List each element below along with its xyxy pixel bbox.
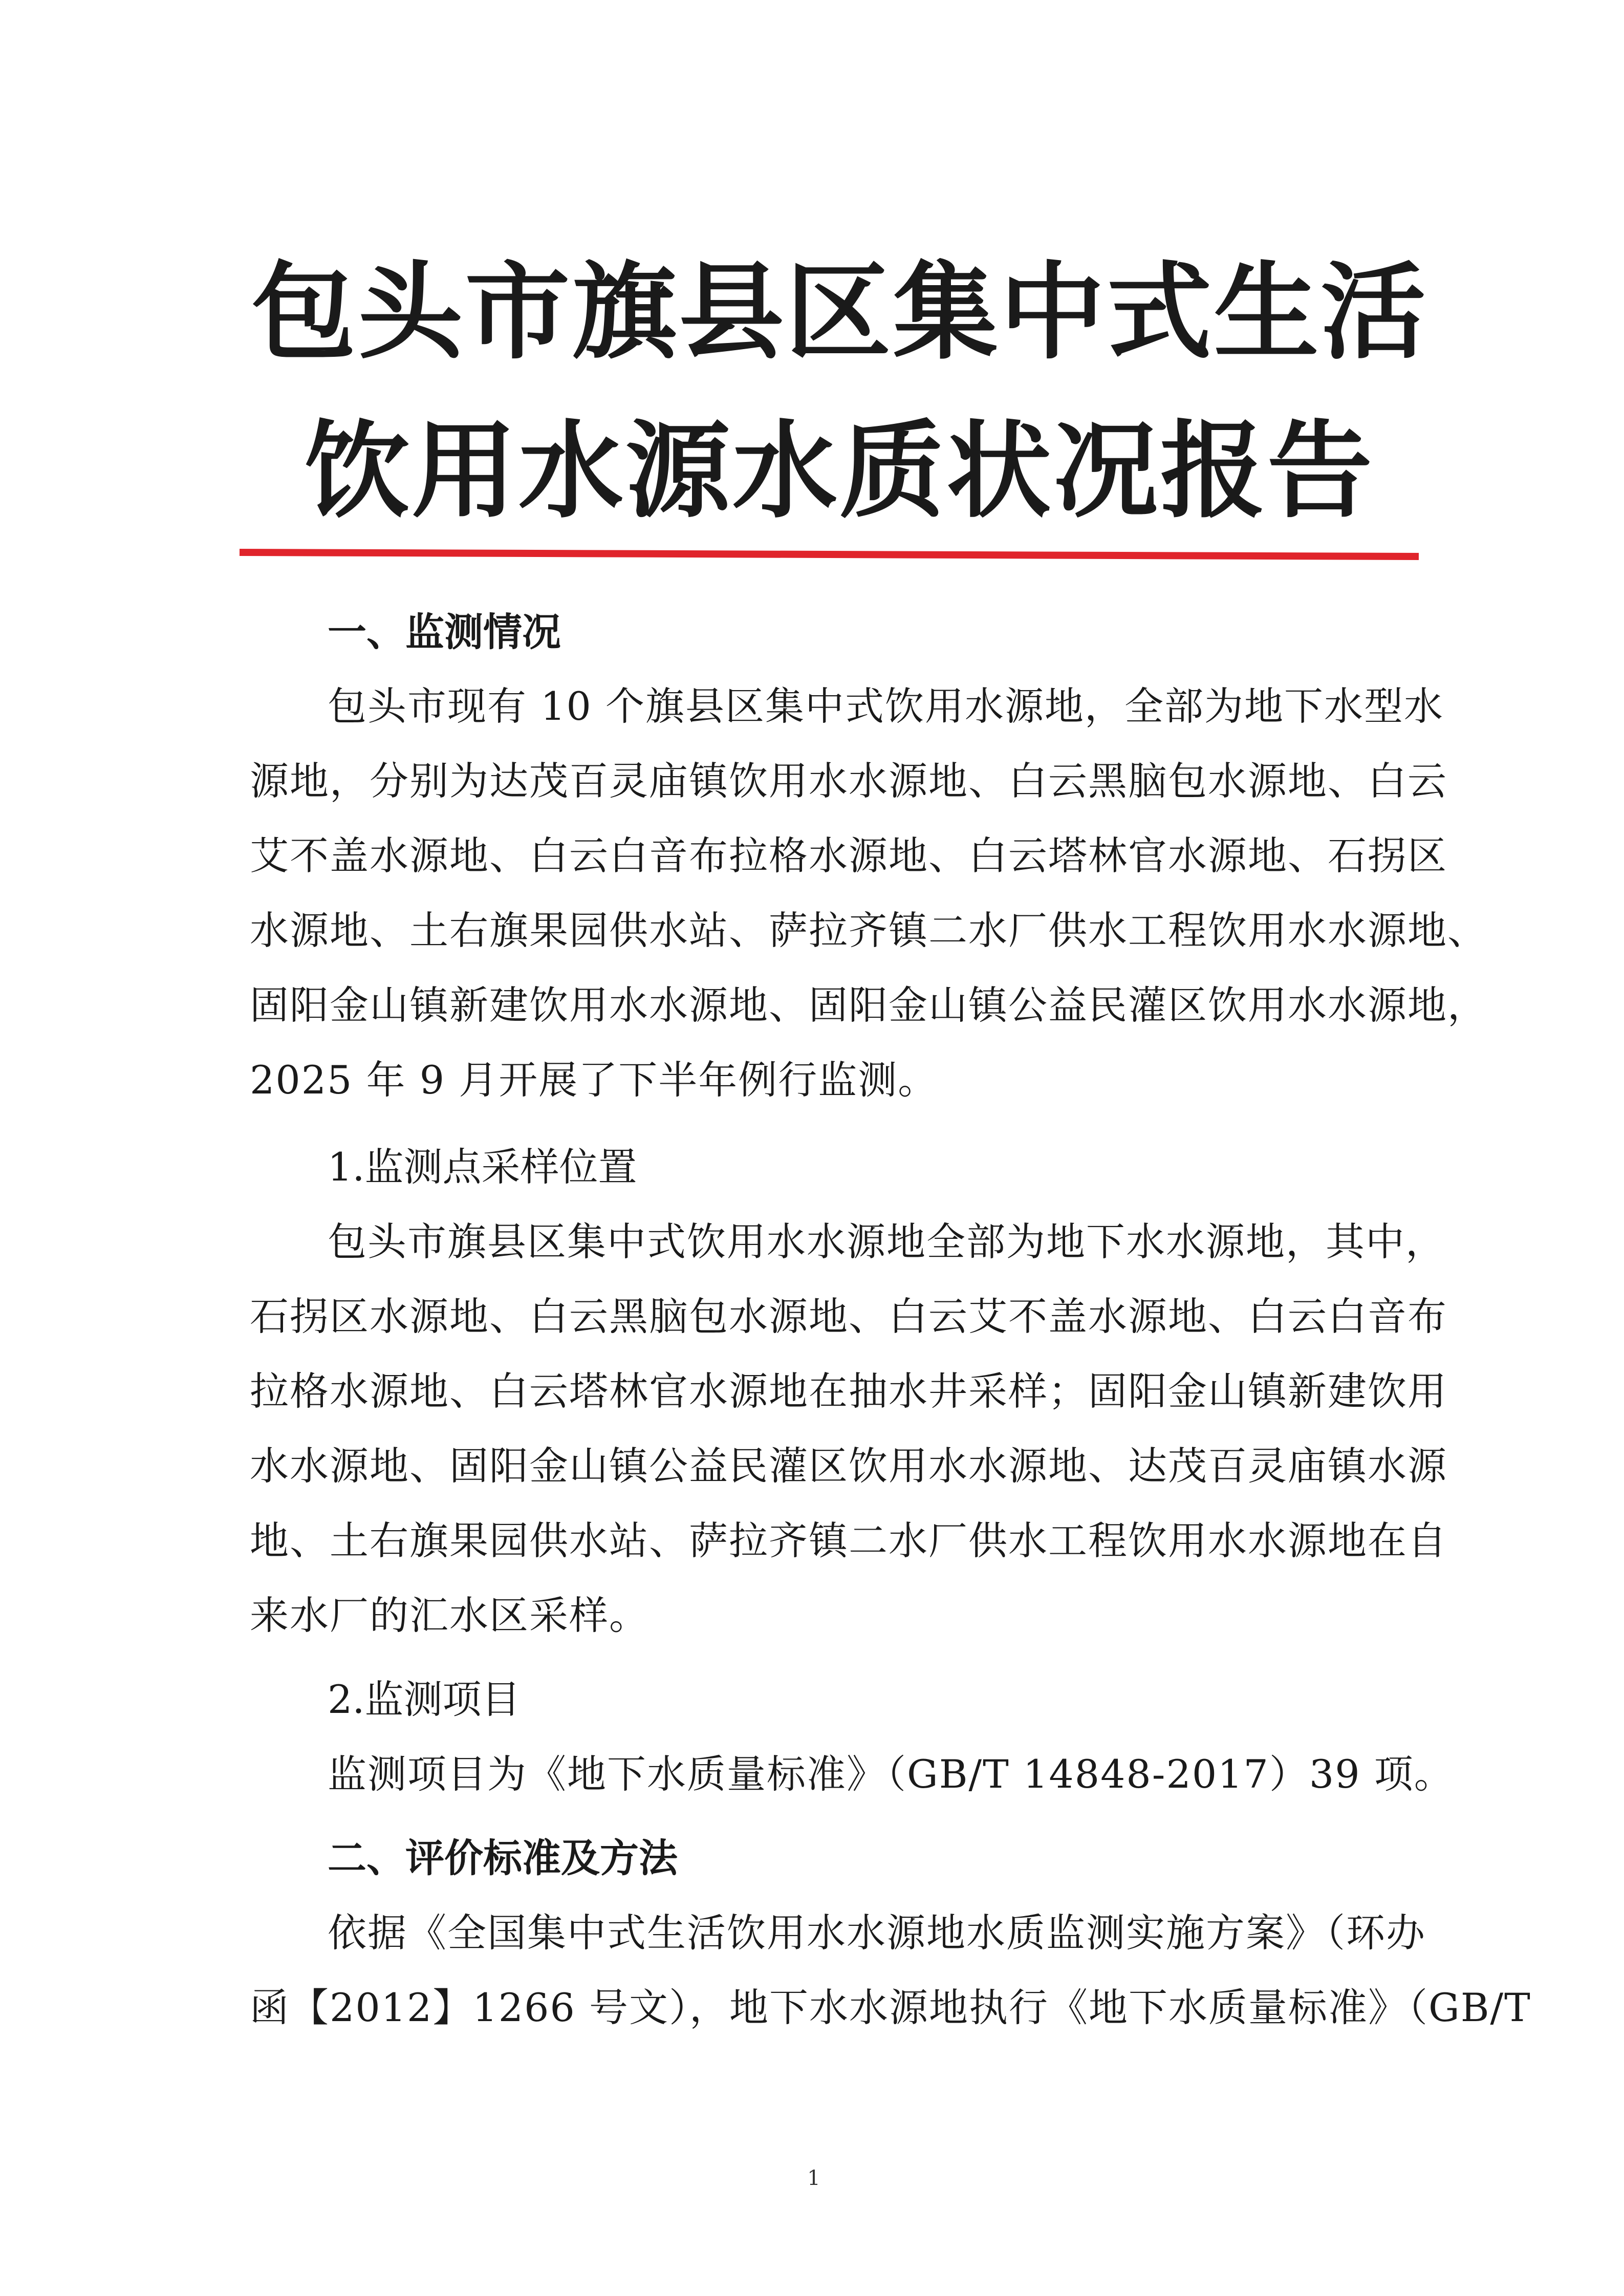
- section-heading-monitoring: 一、监测情况: [328, 609, 561, 655]
- page-number: 1: [807, 2166, 820, 2190]
- paragraph-line: 源地，分别为达茂百灵庙镇饮用水水源地、白云黑脑包水源地、白云: [250, 758, 1447, 804]
- paragraph-line: 地、土右旗果园供水站、萨拉齐镇二水厂供水工程饮用水水源地在自: [250, 1518, 1447, 1563]
- paragraph-line: 包头市旗县区集中式饮用水水源地全部为地下水水源地，其中，: [328, 1219, 1445, 1264]
- paragraph-line: 石拐区水源地、白云黑脑包水源地、白云艾不盖水源地、白云白音布: [250, 1294, 1447, 1339]
- paragraph-line: 来水厂的汇水区采样。: [250, 1593, 649, 1638]
- red-separator-rule: [240, 549, 1419, 560]
- paragraph-line: 监测项目为《地下水质量标准》（GB/T 14848-2017）39 项。: [328, 1751, 1454, 1797]
- document-title-line-1: 包头市旗县区集中式生活: [251, 251, 1428, 374]
- paragraph-line: 拉格水源地、白云塔林官水源地在抽水井采样；固阳金山镇新建饮用: [250, 1368, 1447, 1414]
- subsection-heading-sampling-location: 1.监测点采样位置: [328, 1144, 637, 1190]
- paragraph-line: 2025 年 9 月开展了下半年例行监测。: [250, 1057, 938, 1103]
- document-title-line-2: 饮用水源水质状况报告: [305, 410, 1374, 532]
- paragraph-line: 包头市现有 10 个旗县区集中式饮用水源地，全部为地下水型水: [328, 683, 1444, 729]
- paragraph-line: 水源地、土右旗果园供水站、萨拉齐镇二水厂供水工程饮用水水源地、: [250, 908, 1487, 953]
- paragraph-line: 艾不盖水源地、白云白音布拉格水源地、白云塔林官水源地、石拐区: [250, 833, 1447, 878]
- paragraph-line: 依据《全国集中式生活饮用水水源地水质监测实施方案》（环办: [328, 1910, 1426, 1956]
- section-heading-evaluation: 二、评价标准及方法: [328, 1835, 678, 1881]
- paragraph-line: 水水源地、固阳金山镇公益民灌区饮用水水源地、达茂百灵庙镇水源: [250, 1443, 1447, 1489]
- paragraph-line: 固阳金山镇新建饮用水水源地、固阳金山镇公益民灌区饮用水水源地，: [250, 982, 1487, 1028]
- paragraph-line: 函【2012】1266 号文），地下水水源地执行《地下水质量标准》（GB/T: [250, 1985, 1531, 2030]
- subsection-heading-monitoring-items: 2.监测项目: [328, 1677, 521, 1722]
